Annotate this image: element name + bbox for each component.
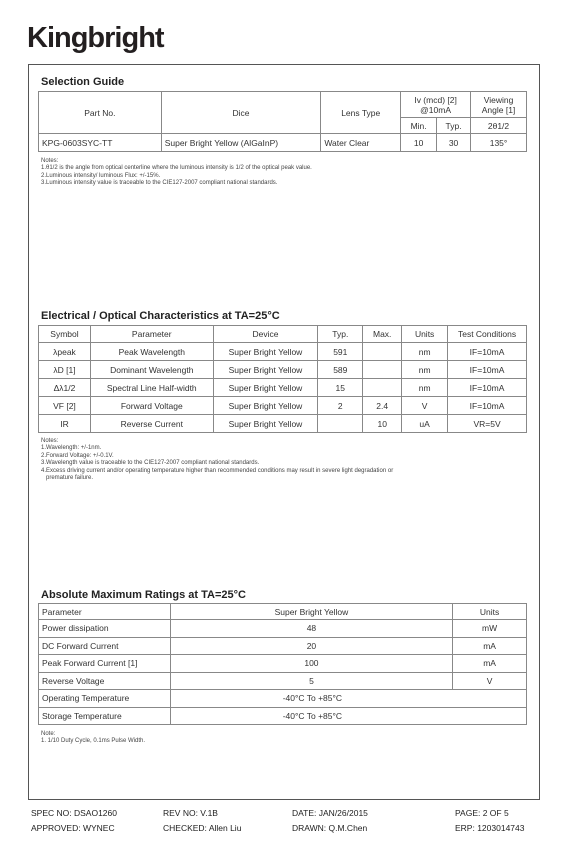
cell: 2.4 [363, 397, 402, 415]
header-units: Units [402, 326, 448, 343]
cell: IF=10mA [448, 361, 527, 379]
cell: 2 [318, 397, 363, 415]
table-row [39, 343, 527, 361]
cell: nm [402, 379, 448, 397]
cell: 100 [170, 655, 452, 673]
cell: IF=10mA [448, 379, 527, 397]
cell: DC Forward Current [39, 637, 171, 655]
cell: Power dissipation [39, 620, 171, 638]
header-typ: Typ. [318, 326, 363, 343]
footer-spec-no: SPEC NO: DSAO1260 [31, 808, 117, 818]
footer-drawn: DRAWN: Q.M.Chen [292, 823, 368, 833]
header-symbol: Symbol [39, 326, 91, 343]
note-line: 1.Wavelength: +/-1nm. [41, 445, 102, 452]
electrical-title: Electrical / Optical Characteristics at TA=25°C [41, 310, 280, 322]
cell-lens: Water Clear [321, 134, 401, 152]
cell: 48 [170, 620, 452, 638]
footer-erp: ERP: 1203014743 [455, 823, 525, 833]
header-part-no: Part No. [39, 92, 162, 134]
note-line: 2.Forward Voltage: +/-0.1V. [41, 452, 114, 459]
cell: uA [402, 415, 448, 433]
note-line: Note: [41, 731, 56, 737]
table-row [39, 655, 527, 673]
cell: 589 [318, 361, 363, 379]
cell: Dominant Wavelength [90, 361, 213, 379]
header-theta: 2θ1/2 [471, 118, 527, 134]
table-row [39, 707, 527, 725]
cell: VR=5V [448, 415, 527, 433]
electrical-notes [41, 438, 521, 482]
cell: Reverse Voltage [39, 672, 171, 690]
header-iv [401, 92, 471, 118]
cell: Forward Voltage [90, 397, 213, 415]
header-units: Units [453, 604, 527, 620]
cell: VF [2] [39, 397, 91, 415]
note-line: 3.Wavelength value is traceable to the CIE127-2007 compliant national standards. [41, 460, 260, 467]
header-parameter: Parameter [39, 604, 171, 620]
selection-guide-table [38, 91, 527, 152]
note-line: Notes: [41, 158, 59, 164]
cell: nm [402, 361, 448, 379]
cell: mW [453, 620, 527, 638]
cell: Super Bright Yellow [213, 397, 318, 415]
cell: Super Bright Yellow [213, 343, 318, 361]
cell: λpeak [39, 343, 91, 361]
note-line: 1.θ1/2 is the angle from optical centerline where the luminous intensity is 1/2 of the optical peak value. [41, 165, 312, 172]
cell-typ: 30 [437, 134, 471, 152]
cell-dice: Super Bright Yellow (AlGaInP) [161, 134, 321, 152]
table-row [39, 379, 527, 397]
note-line: Notes: [41, 438, 59, 444]
footer-rev-no: REV NO: V.1B [163, 808, 218, 818]
selection-guide-title: Selection Guide [41, 76, 125, 88]
header-iv-label: Iv (mcd) [2] [414, 94, 457, 105]
cell: 15 [318, 379, 363, 397]
cell: 10 [363, 415, 402, 433]
header-parameter: Parameter [90, 326, 213, 343]
header-dice: Dice [161, 92, 321, 134]
header-device: Super Bright Yellow [170, 604, 452, 620]
cell [318, 415, 363, 433]
brand-logo: Kingbright [27, 22, 164, 54]
table-row [39, 690, 527, 708]
header-viewing: Viewing [483, 94, 514, 105]
cell: IF=10mA [448, 397, 527, 415]
cell: Δλ1/2 [39, 379, 91, 397]
cell: Peak Wavelength [90, 343, 213, 361]
header-test-conditions: Test Conditions [448, 326, 527, 343]
header-lens-type: Lens Type [321, 92, 401, 134]
note-line: 4.Excess driving current and/or operating temperature higher than recommended conditions may result in severe light degradation or [41, 467, 394, 474]
table-row [39, 397, 527, 415]
footer-page: PAGE: 2 OF 5 [455, 808, 509, 818]
cell: V [453, 672, 527, 690]
cell-part-no: KPG-0603SYC-TT [39, 134, 162, 152]
cell: λD [1] [39, 361, 91, 379]
header-iv-condition: @10mA [420, 104, 451, 115]
cell: Super Bright Yellow [213, 361, 318, 379]
header-device: Device [213, 326, 318, 343]
cell: IR [39, 415, 91, 433]
cell: mA [453, 637, 527, 655]
absolute-title: Absolute Maximum Ratings at TA=25°C [41, 589, 246, 601]
cell: Operating Temperature [39, 690, 171, 708]
cell: Super Bright Yellow [213, 379, 318, 397]
cell: -40°C To +85°C [170, 707, 526, 725]
header-max: Max. [363, 326, 402, 343]
table-row [39, 361, 527, 379]
cell [363, 343, 402, 361]
note-line: 2.Luminous intensity/ luminous Flux: +/-15%. [41, 172, 161, 179]
cell: mA [453, 655, 527, 673]
cell: nm [402, 343, 448, 361]
cell: -40°C To +85°C [170, 690, 526, 708]
note-line: 3.Luminous intensity value is traceable to the CIE127-2007 compliant national standards. [41, 180, 278, 187]
cell: Peak Forward Current [1] [39, 655, 171, 673]
note-line: premature failure. [41, 475, 94, 482]
absolute-notes [41, 731, 521, 746]
table-row [39, 415, 527, 433]
footer-date: DATE: JAN/26/2015 [292, 808, 368, 818]
cell: Storage Temperature [39, 707, 171, 725]
cell-angle: 135° [471, 134, 527, 152]
table-row [39, 134, 527, 152]
cell: V [402, 397, 448, 415]
footer-checked: CHECKED: Allen Liu [163, 823, 242, 833]
cell: Reverse Current [90, 415, 213, 433]
cell-min: 10 [401, 134, 437, 152]
absolute-table [38, 603, 527, 725]
cell: IF=10mA [448, 343, 527, 361]
header-min: Min. [401, 118, 437, 134]
cell: 5 [170, 672, 452, 690]
selection-guide-notes [41, 158, 521, 188]
table-row [39, 637, 527, 655]
header-angle: Angle [1] [481, 104, 516, 115]
table-row [39, 620, 527, 638]
cell: 20 [170, 637, 452, 655]
footer-approved: APPROVED: WYNEC [31, 823, 115, 833]
cell: Spectral Line Half-width [90, 379, 213, 397]
header-viewing-angle [471, 92, 527, 118]
document-frame [28, 64, 540, 800]
cell: Super Bright Yellow [213, 415, 318, 433]
electrical-table [38, 325, 527, 433]
cell [363, 361, 402, 379]
note-line: 1. 1/10 Duty Cycle, 0.1ms Pulse Width. [41, 738, 146, 745]
cell: 591 [318, 343, 363, 361]
cell [363, 379, 402, 397]
table-row [39, 672, 527, 690]
header-typ: Typ. [437, 118, 471, 134]
